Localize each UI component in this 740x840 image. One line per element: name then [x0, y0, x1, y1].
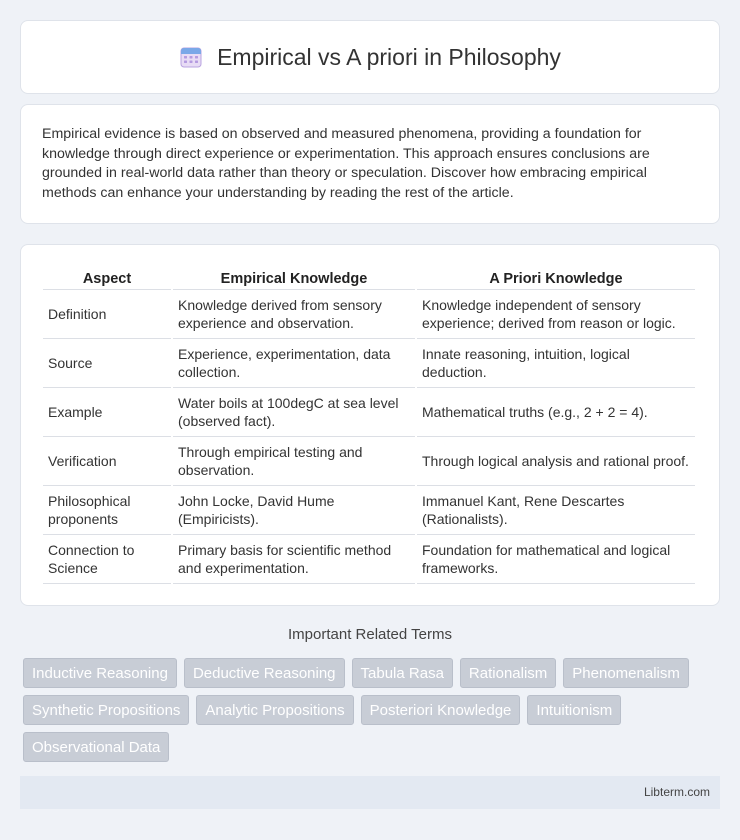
- row-a-priori: Knowledge independent of sensory experience; derived from reason or logic.: [417, 290, 695, 339]
- row-a-priori: Foundation for mathematical and logical frameworks.: [417, 535, 695, 584]
- comparison-table-card: [20, 244, 720, 606]
- intro-card: [20, 104, 720, 224]
- related-terms-list: [23, 658, 723, 762]
- table-row: [43, 486, 695, 535]
- related-terms-title: Important Related Terms: [288, 626, 452, 643]
- table-row: [43, 437, 695, 486]
- row-empirical: John Locke, David Hume (Empiricists).: [173, 486, 415, 535]
- table-row: [43, 339, 695, 388]
- column-header-a-priori: A Priori Knowledge: [417, 266, 695, 290]
- related-term-tag[interactable]: Analytic Propositions: [196, 695, 353, 725]
- row-aspect: Definition: [43, 290, 171, 339]
- intro-text: Empirical evidence is based on observed and measured phenomena, providing a foundation for knowledge through direct experience or experimentation. This approach ensures conclusions are grounded in real-world data rather than theory or speculation. Discover how embracing empirical methods can enhance your understanding by reading the rest of the article.: [42, 126, 650, 201]
- row-a-priori: Innate reasoning, intuition, logical deduction.: [417, 339, 695, 388]
- page-title: Empirical vs A priori in Philosophy: [217, 43, 561, 70]
- row-empirical: Through empirical testing and observation.: [173, 437, 415, 486]
- row-empirical: Knowledge derived from sensory experience and observation.: [173, 290, 415, 339]
- row-empirical: Experience, experimentation, data collection.: [173, 339, 415, 388]
- comparison-table: [41, 266, 697, 584]
- row-a-priori: Mathematical truths (e.g., 2 + 2 = 4).: [417, 388, 695, 437]
- table-row: [43, 290, 695, 339]
- footer-site-link[interactable]: Libterm.com: [643, 785, 710, 799]
- row-aspect: Example: [43, 388, 171, 437]
- related-term-tag[interactable]: Observational Data: [23, 732, 169, 762]
- row-aspect: Connection to Science: [43, 535, 171, 584]
- related-term-tag[interactable]: Deductive Reasoning: [184, 658, 345, 688]
- column-header-empirical: Empirical Knowledge: [173, 266, 415, 290]
- row-empirical: Water boils at 100degC at sea level (observed fact).: [173, 388, 415, 437]
- row-a-priori: Through logical analysis and rational proof.: [417, 437, 695, 486]
- header-card: [20, 20, 720, 94]
- table-row: [43, 535, 695, 584]
- table-row: [43, 388, 695, 437]
- related-term-tag[interactable]: Rationalism: [460, 658, 556, 688]
- related-term-tag[interactable]: Tabula Rasa: [352, 658, 453, 688]
- related-term-tag[interactable]: Intuitionism: [527, 695, 621, 725]
- row-aspect: Philosophical proponents: [43, 486, 171, 535]
- row-empirical: Primary basis for scientific method and experimentation.: [173, 535, 415, 584]
- footer: [20, 776, 720, 809]
- calendar-icon: [179, 45, 203, 69]
- row-aspect: Verification: [43, 437, 171, 486]
- row-a-priori: Immanuel Kant, Rene Descartes (Rationalists).: [417, 486, 695, 535]
- related-term-tag[interactable]: Inductive Reasoning: [23, 658, 177, 688]
- related-term-tag[interactable]: Posteriori Knowledge: [361, 695, 521, 725]
- row-aspect: Source: [43, 339, 171, 388]
- column-header-aspect: Aspect: [43, 266, 171, 290]
- related-term-tag[interactable]: Synthetic Propositions: [23, 695, 189, 725]
- related-term-tag[interactable]: Phenomenalism: [563, 658, 689, 688]
- table-header-row: [43, 266, 695, 290]
